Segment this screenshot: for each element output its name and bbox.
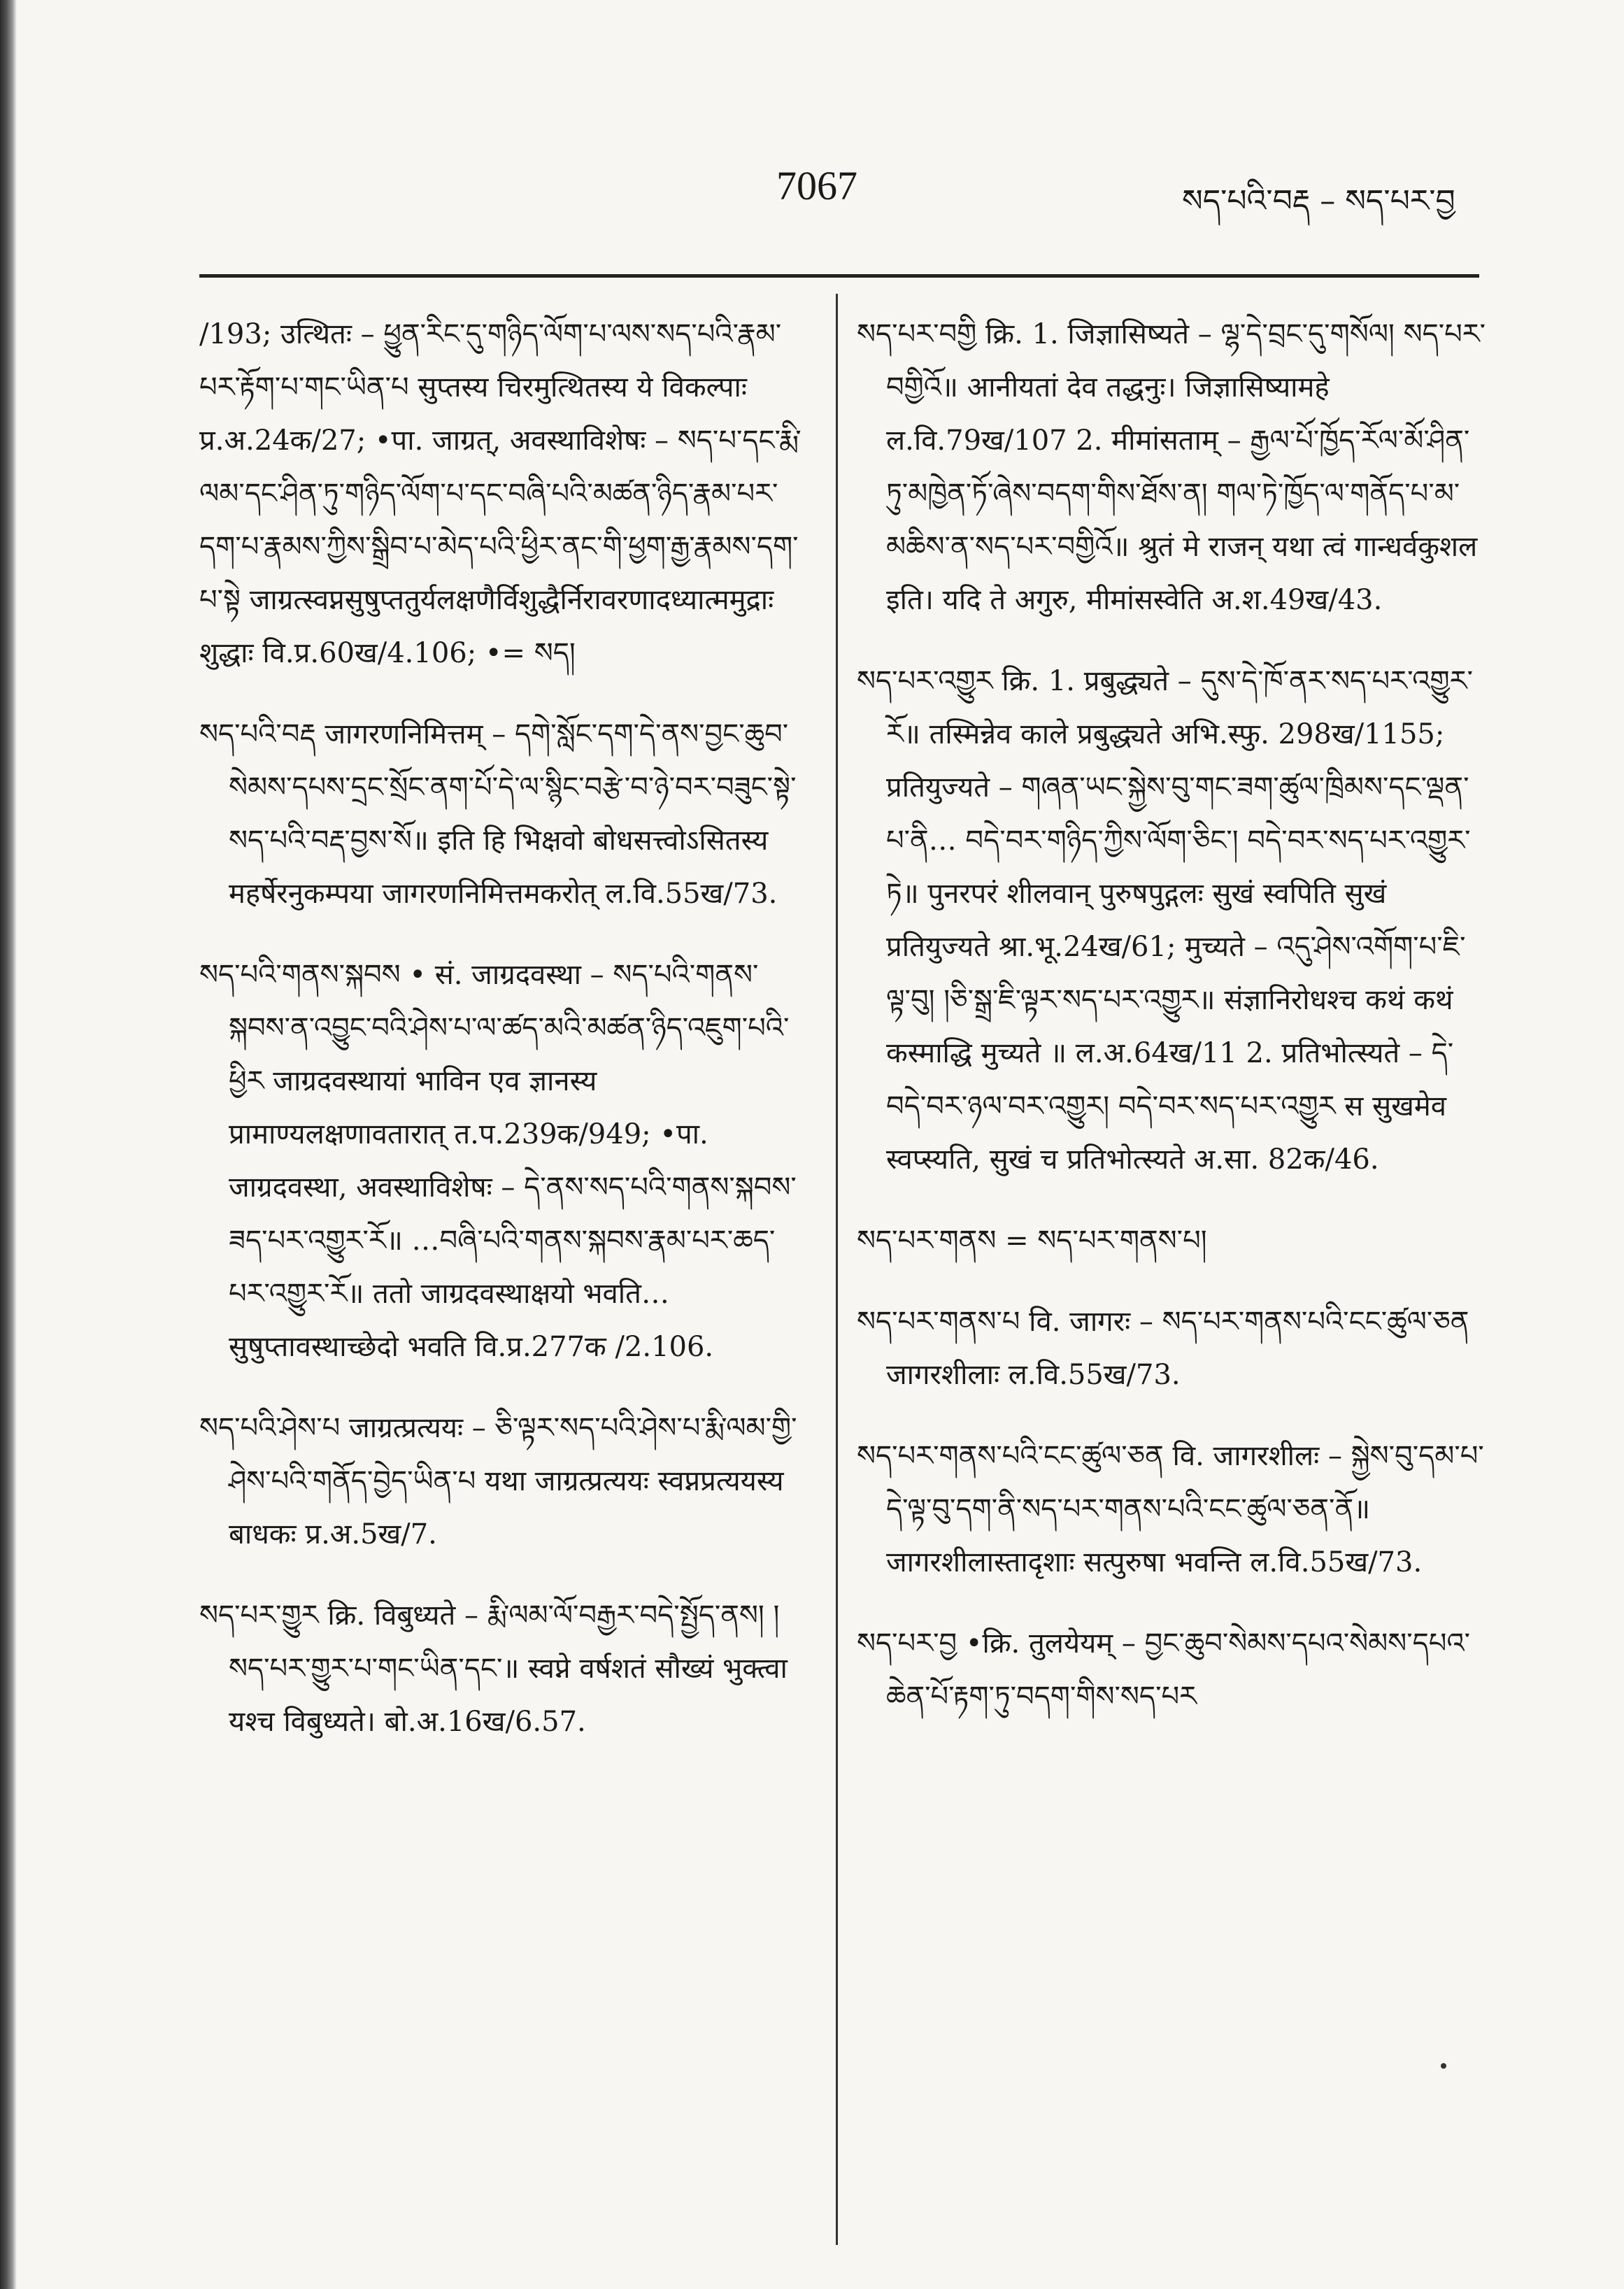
book-spine-edge	[0, 0, 17, 2289]
header-rule	[199, 274, 1479, 278]
entry: སད་པའི་གནས་སྐབས • सं. जाग्रदवस्था – སད་པའི་གནས་སྐབས་ན་འབྱུང་བའི་ཤེས་པ་ལ་ཚད་མའི་མཚན་ཉིད་འཇུག་པའི་ཕྱིར जाग्रदवस्थायां भाविन एव ज्ञानस्य प्रामाण्यलक्षणावतारात् त.प.239क/949; •पा. जाग्रदवस्था, अवस्थाविशेषः – དེ་ནས་སད་པའི་གནས་སྐབས་ཟད་པར་འགྱུར་རོ॥ …བཞི་པའི་གནས་སྐབས་རྣམ་པར་ཆད་པར་འགྱུར་རོ॥ ततो जाग्रदवस्थाक्षयो भवति…सुषुप्तावस्थाच्छेदो भवति वि.प्र.277क /2.106.	[199, 959, 797, 1363]
entry: སད་པར་གྱུར क्रि. विबुध्यते – རྨི་ལམ་ལོ་བརྒྱར་བདེ་སྤྱོད་ནས། །སད་པར་གྱུར་པ་གང་ཡིན་དང་॥ स्वप्ने वर्षशतं सौख्यं भुक्त्वा यश्च विबुध्यते। बो.अ.16ख/6.57.	[199, 1599, 788, 1738]
entry: སད་པར་གནས་པའི་ངང་ཚུལ་ཅན वि. जागरशीलः – སྐྱེས་བུ་དམ་པ་དེ་ལྟ་བུ་དག་ནི་སད་པར་གནས་པའི་ངང་ཚུལ་ཅན་ནོ॥ जागरशीलास्तादृशाः सत्पुरुषा भवन्ति ल.वि.55ख/73.	[857, 1440, 1484, 1578]
page-number: 7067	[776, 163, 857, 208]
entry: སད་པར་གནས་པ वि. जागरः – སད་པར་གནས་པའི་ངང་ཚུལ་ཅན जागरशीलाः ल.वि.55ख/73.	[857, 1306, 1469, 1391]
entry: སད་པའི་ཤེས་པ जाग्रत्प्रत्ययः – ཅི་ལྟར་སད་པའི་ཤེས་པ་རྨི་ལམ་གྱི་ཤེས་པའི་གནོད་བྱེད་ཡིན་པ यथा जाग्रत्प्रत्ययः स्वप्नप्रत्ययस्य बाधकः प्र.अ.5ख/7.	[199, 1412, 797, 1550]
entry-continuation: /193; उत्थितः – ཕྱུན་རིང་དུ་གཉིད་ལོག་པ་ལས་སད་པའི་རྣམ་པར་རྟོག་པ་གང་ཡིན་པ सुप्तस्य चिरमुत्थितस्य ये विकल्पाः प्र.अ.24क/27; •पा. जाग्रत्, अवस्थाविशेषः – སད་པ་དང་རྨི་ལམ་དང་ཤིན་ཏུ་གཉིད་ལོག་པ་དང་བཞི་པའི་མཚན་ཉིད་རྣམ་པར་དག་པ་རྣམས་ཀྱིས་སྒྲིབ་པ་མེད་པའི་ཕྱིར་ནང་གི་ཕྱག་རྒྱ་རྣམས་དག་པ་སྟེ जाग्रत्स्वप्नसुषुप्ततुर्यलक्षणैर्विशुद्धैर्निरावरणादध्यात्ममुद्राः शुद्धाः वि.प्र.60ख/4.106; •= སད།	[199, 318, 802, 669]
running-head: སད་པའི་བརྡ – སད་པར་བྱ	[1182, 183, 1455, 219]
entry: སད་པའི་བརྡ जागरणनिमित्तम् – དགེ་སློང་དག་དེ་ནས་བྱང་ཆུབ་སེམས་དཔས་དྲང་སྲོང་ནག་པོ་དེ་ལ་སྙིང་བརྩེ་བ་ཉེ་བར་བཟུང་སྟེ་སད་པའི་བརྡ་བྱས་སོ॥ इति हि भिक्षवो बोधसत्त्वोऽसितस्य महर्षेरनुकम्पया जागरणनिमित्तमकरोत् ल.वि.55ख/73.	[199, 718, 797, 910]
right-column	[857, 308, 1486, 1751]
stray-mark	[1441, 2063, 1446, 2069]
entry: སད་པར་འགྱུར क्रि. 1. प्रबुद्ध्यते – དུས་དེ་ཁོ་ནར་སད་པར་འགྱུར་རོ॥ तस्मिन्नेव काले प्रबुद्ध्यते अभि.स्फु. 298ख/1155; प्रतियुज्यते – གཞན་ཡང་སྐྱེས་བུ་གང་ཟག་ཚུལ་ཁྲིམས་དང་ལྡན་པ་ནི… བདེ་བར་གཉིད་ཀྱིས་ལོག་ཅིང་། བདེ་བར་སད་པར་འགྱུར་ཏེ॥ पुनरपरं शीलवान् पुरुषपुद्गलः सुखं स्वपिति सुखं प्रतियुज्यते श्रा.भू.24ख/61; मुच्यते – འདུ་ཤེས་འགོག་པ་ཇི་ལྟ་བུ། །ཅི་སྒྲ་ཇི་ལྟར་སད་པར་འགྱུར॥ संज्ञानिरोधश्च कथं कथं कस्माद्धि मुच्यते ॥ ल.अ.64ख/11 2. प्रतिभोत्स्यते – དེ་བདེ་བར་ཉལ་བར་འགྱུར། བདེ་བར་སད་པར་འགྱུར स सुखमेव स्वप्स्यति, सुखं च प्रतिभोत्स्यते अ.सा. 82क/46.	[857, 665, 1473, 1176]
entry: སད་པར་བྱ •क्रि. तुलयेयम् – བྱང་ཆུབ་སེམས་དཔའ་སེམས་དཔའ་ཆེན་པོ་རྟག་ཏུ་བདག་གིས་སད་པར	[857, 1627, 1471, 1713]
left-column	[199, 308, 815, 1776]
column-divider	[836, 294, 838, 2245]
entry: སད་པར་གནས = སད་པར་གནས་པ།	[857, 1225, 1207, 1257]
entry: སད་པར་བགྱི क्रि. 1. जिज्ञासिष्यते – ལྷ་དེ་བྲང་དུ་གསོལ། སད་པར་བགྱིའོ॥ आनीयतां देव तद्धनुः। जिज्ञासिष्यामहे ल.वि.79ख/107 2. मीमांसताम् – རྒྱལ་པོ་ཁྱོད་རོལ་མོ་ཤིན་ཏུ་མཁྱེན་ཏོ་ཞེས་བདག་གིས་ཐོས་ན། གལ་ཏེ་ཁྱོད་ལ་གནོད་པ་མ་མཆིས་ན་སད་པར་བགྱིའོ॥ श्रुतं मे राजन् यथा त्वं गान्धर्वकुशल इति। यदि ते अगुरु, मीमांसस्वेति अ.श.49ख/43.	[857, 318, 1486, 616]
